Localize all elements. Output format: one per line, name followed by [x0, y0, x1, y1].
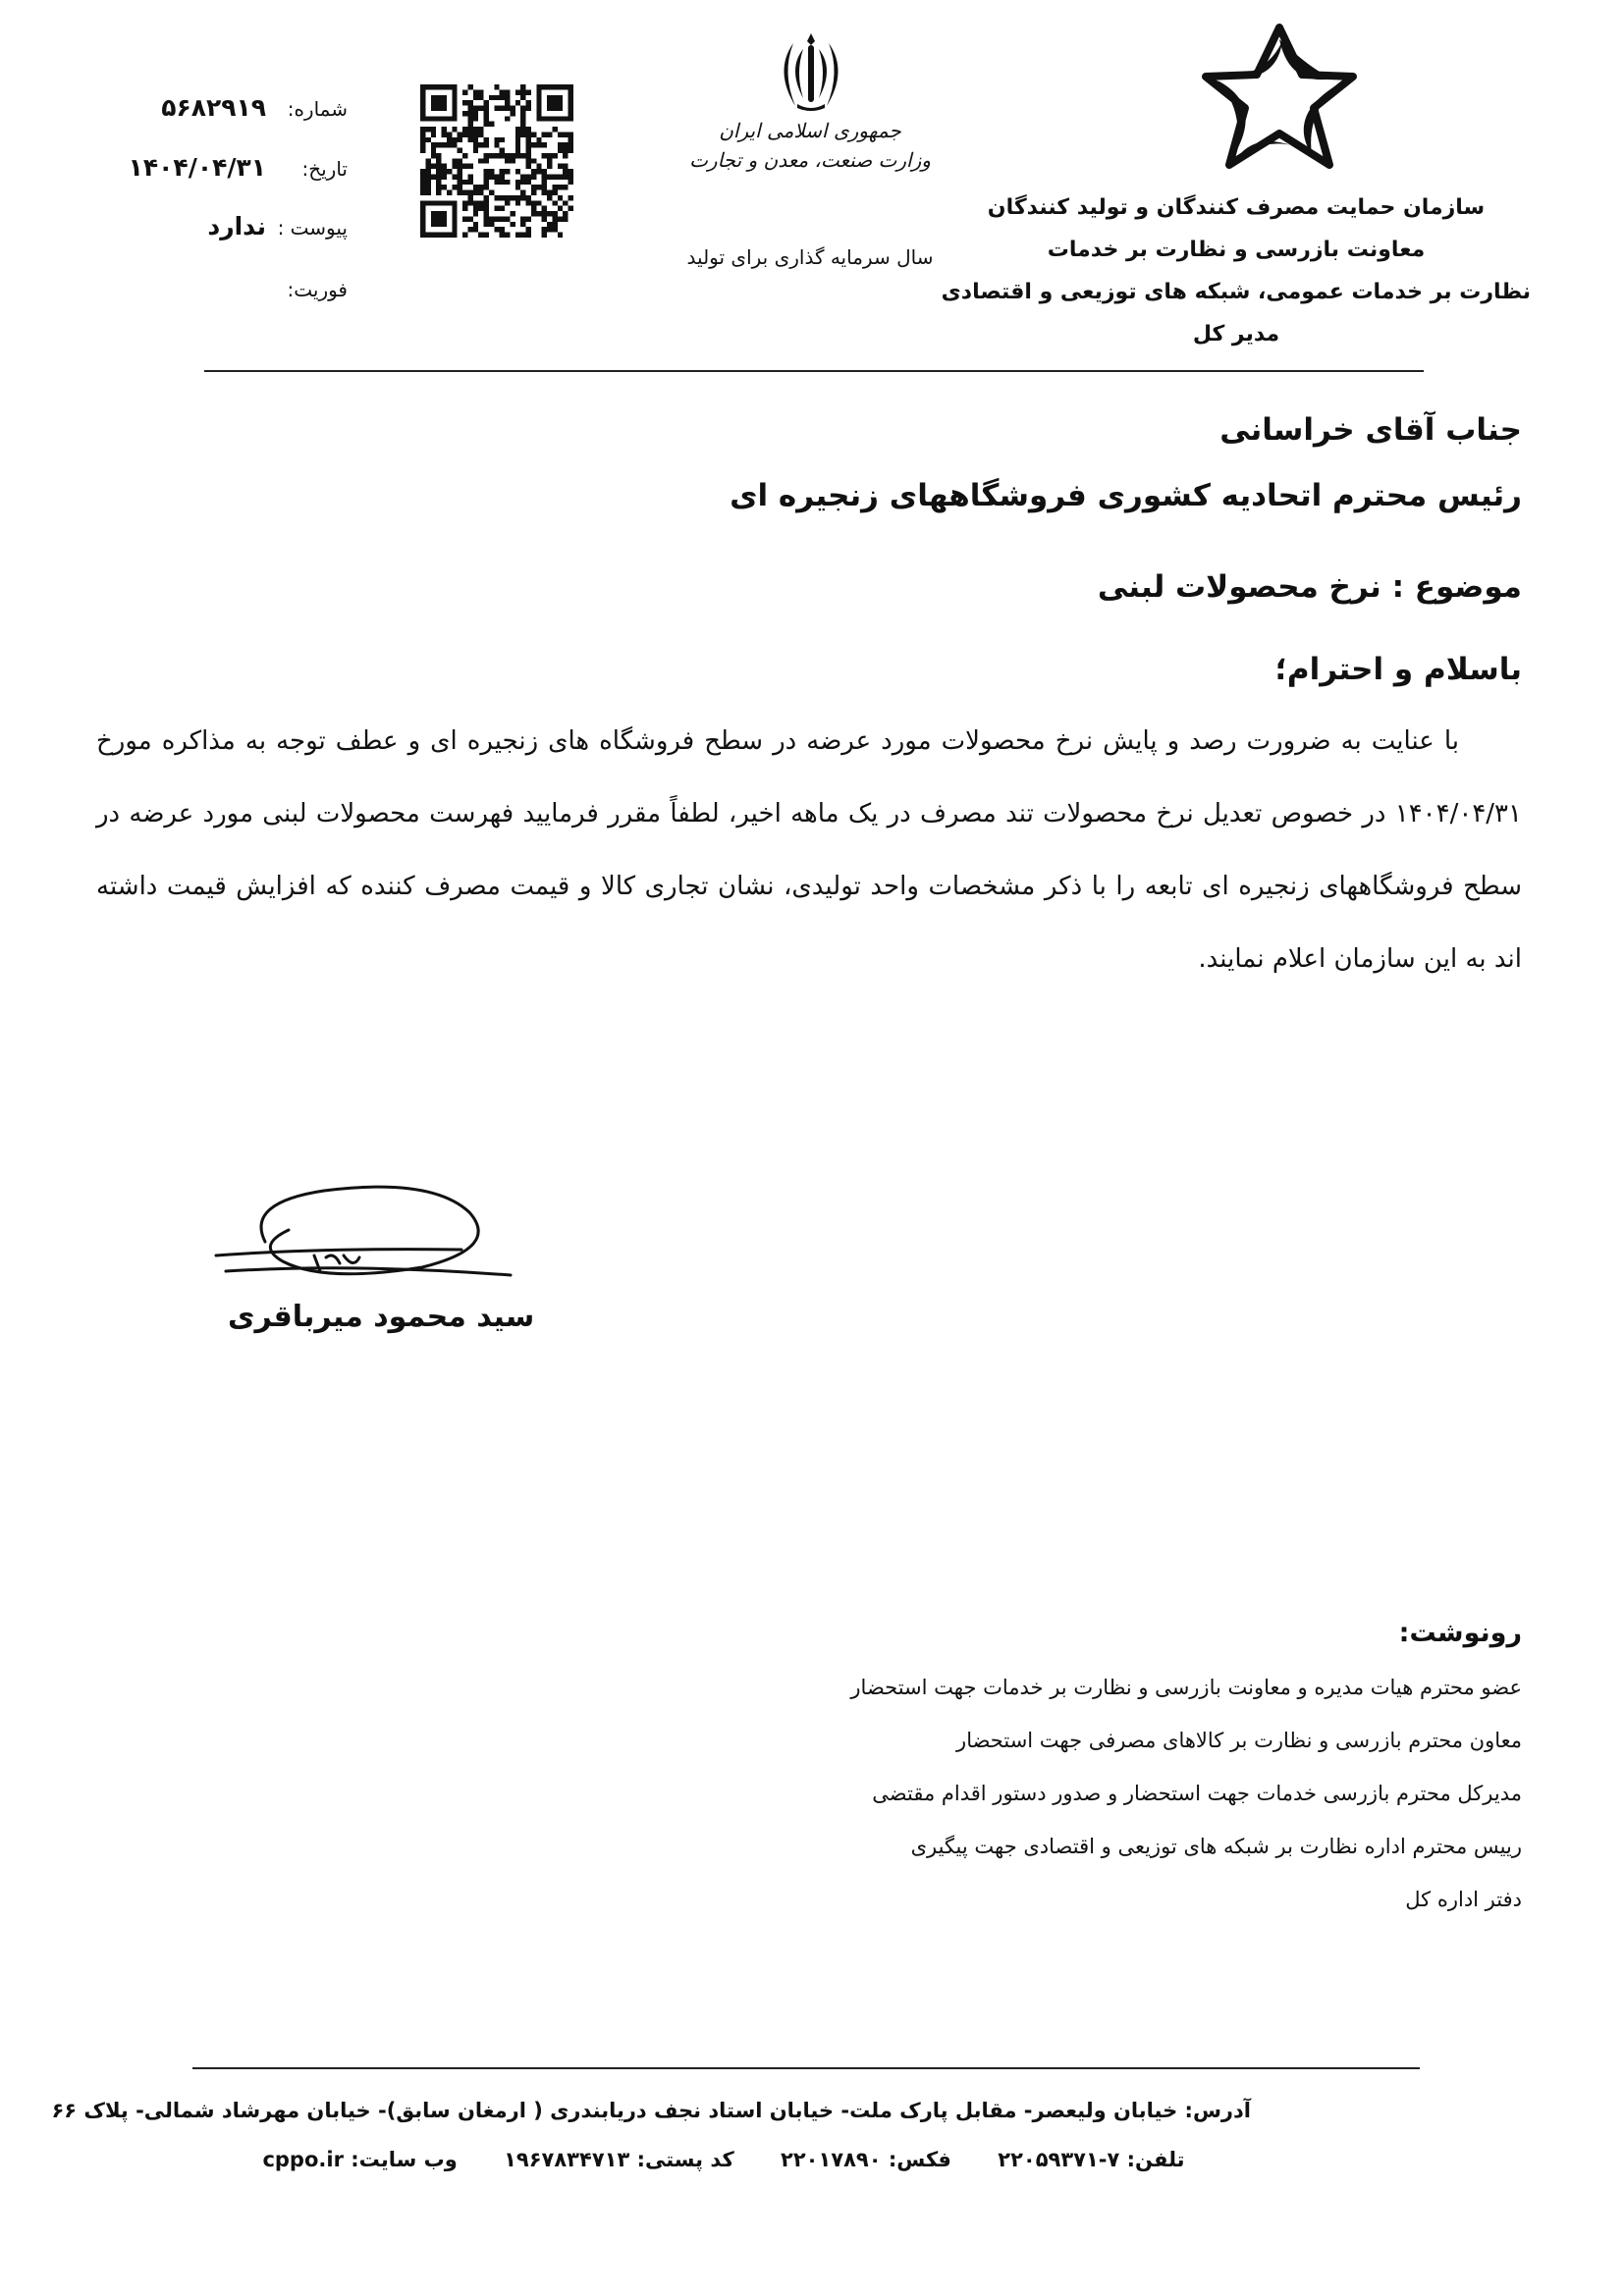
ministry-line-1: جمهوری اسلامی ایران	[719, 119, 901, 142]
org-line-4: مدیر کل	[1192, 322, 1280, 347]
cc-item: مدیرکل محترم بازرسی خدمات جهت استحضار و صدور دستور اقدام مقتضی	[872, 1782, 1522, 1805]
ministry-line-2: وزارت صنعت، معدن و تجارت	[689, 148, 931, 172]
signer-name: سید محمود میرباقری	[228, 1300, 535, 1334]
org-line-2: معاونت بازرسی و نظارت بر خدمات	[1047, 238, 1426, 262]
date-value: ۱۴۰۴/۰۴/۳۱	[128, 153, 266, 182]
cc-item: عضو محترم هیات مدیره و معاونت بازرسی و نظارت بر خدمات جهت استحضار	[850, 1676, 1522, 1699]
cc-item: رییس محترم اداره نظارت بر شبکه های توزیعی و اقتصادی جهت پیگیری	[910, 1835, 1522, 1858]
footer-address: آدرس: خیابان ولیعصر- مقابل پارک ملت- خیابان استاد نجف دریابندری ( ارمغان سابق)- خیابان مهرشاد شمالی- پلاک ۶۶	[51, 2099, 1251, 2122]
qr-code-icon[interactable]	[420, 84, 573, 238]
letter-urgency	[266, 278, 348, 301]
letter-date	[129, 153, 348, 182]
cc-item: معاون محترم بازرسی و نظارت بر کالاهای مصرفی جهت استحضار	[956, 1729, 1522, 1752]
attachment-label: پیوست :	[277, 216, 348, 240]
header-divider	[204, 370, 1424, 372]
recipient-title: رئیس محترم اتحادیه کشوری فروشگاههای زنجیره ای	[730, 478, 1522, 513]
organization-logo	[1196, 18, 1363, 180]
urgency-label: فوریت:	[287, 278, 348, 301]
footer-phone: تلفن: ۷-۲۲۰۵۹۳۷۱	[998, 2148, 1185, 2171]
org-line-1: سازمان حمایت مصرف کنندگان و تولید کنندگان	[987, 195, 1486, 220]
footer-website-label: وب سایت:	[351, 2148, 458, 2171]
year-slogan: سال سرمایه گذاری برای تولید	[686, 245, 934, 269]
footer-divider	[192, 2067, 1420, 2069]
letter-subject: موضوع : نرخ محصولات لبنی	[1097, 569, 1522, 605]
footer-contact	[196, 2135, 1251, 2184]
attachment-value: ندارد	[207, 212, 266, 240]
letter-body: با عنایت به ضرورت رصد و پایش نرخ محصولات مورد عرضه در سطح فروشگاه های زنجیره ای و عطف توجه به مذاکره مورخ ۱۴۰۴/۰۴/۳۱ در خصوص تعدیل نرخ محصولات تند مصرف در یک ماهه اخیر، لطفاً مقرر فرمایید فهرست محصولات لبنی مورد عرضه در سطح فروشگاههای زنجیره ای تابعه را با ذکر مشخصات واحد تولیدی، نشان تجاری کالا و قیمت مصرف کننده که افزایش قیمت داشته اند به این سازمان اعلام نمایند.	[96, 726, 1522, 974]
letter-attachment	[207, 212, 348, 240]
footer	[51, 2086, 1251, 2184]
letter-number	[161, 93, 348, 122]
org-line-3: نظارت بر خدمات عمومی، شبکه های توزیعی و اقتصادی	[941, 280, 1531, 304]
date-label: تاریخ:	[301, 157, 348, 181]
iran-emblem-icon	[774, 29, 848, 112]
recipient-name: جناب آقای خراسانی	[1219, 412, 1522, 448]
number-label: شماره:	[287, 97, 348, 121]
cc-item: دفتر اداره کل	[1405, 1888, 1522, 1911]
number-value: ۵۶۸۲۹۱۹	[161, 93, 266, 122]
footer-postal: کد پستی: ۱۹۶۷۸۳۴۷۱۳	[504, 2148, 734, 2171]
cc-list	[540, 1661, 1522, 1926]
handwritten-signature	[206, 1173, 530, 1320]
cc-title: رونوشت:	[1398, 1618, 1522, 1648]
footer-fax: فکس: ۲۲۰۱۷۸۹۰	[781, 2148, 951, 2171]
footer-website-link[interactable]: cppo.ir	[262, 2148, 344, 2171]
letter-greeting: باسلام و احترام؛	[1274, 652, 1522, 687]
